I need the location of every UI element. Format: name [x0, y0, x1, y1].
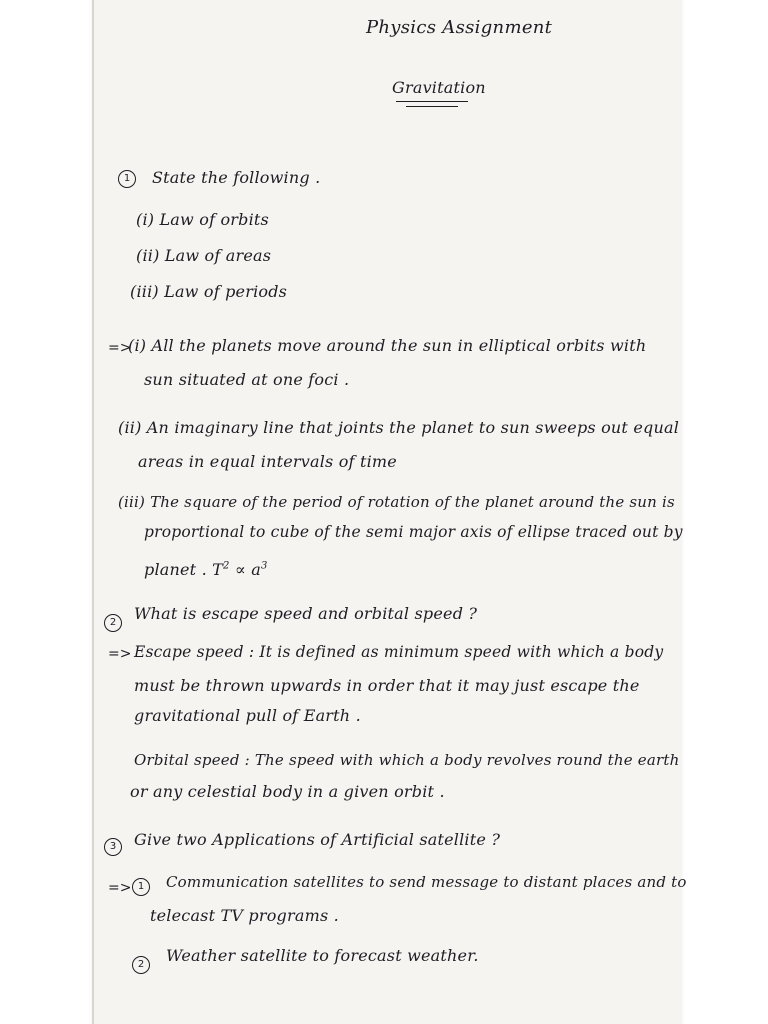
formula-middle: ∝ a: [229, 560, 261, 579]
formula-exponent-2: 3: [260, 560, 268, 572]
question-1-text: State the following .: [152, 168, 321, 187]
answer-q3-arrow: =>: [108, 880, 132, 896]
formula-prefix: planet . T: [144, 560, 224, 579]
page-subtitle: Gravitation: [392, 78, 486, 97]
answer-3-line-1: (iii) The square of the period of rotation of the planet around the sun is: [118, 493, 675, 511]
question-3-text: Give two Applications of Artificial satellite ?: [134, 830, 501, 849]
application-2-line-1: Weather satellite to forecast weather.: [166, 946, 479, 965]
escape-line-1: Escape speed : It is defined as minimum speed with which a body: [134, 643, 664, 661]
page-edge: [92, 0, 94, 1024]
answer-1-line-2: sun situated at one foci .: [144, 370, 350, 389]
q1-item-2: (ii) Law of areas: [136, 246, 272, 265]
question-3-number: 3: [104, 838, 122, 856]
subtitle-underline-2: [406, 106, 458, 107]
application-1-line-2: telecast TV programs .: [150, 906, 339, 925]
subtitle-underline-1: [396, 101, 468, 102]
orbital-line-1: Orbital speed : The speed with which a body revolves round the earth: [134, 751, 680, 769]
question-2-text: What is escape speed and orbital speed ?: [134, 604, 478, 623]
answer-2-line-2: areas in equal intervals of time: [138, 452, 397, 471]
q1-item-3: (iii) Law of periods: [130, 282, 288, 301]
answer-1-arrow: =>: [108, 340, 132, 356]
formula-exponent-1: 2: [223, 560, 230, 572]
answer-1-line-1: (i) All the planets move around the sun in elliptical orbits with: [128, 336, 647, 355]
orbital-line-2: or any celestial body in a given orbit .: [130, 782, 445, 801]
q1-item-1: (i) Law of orbits: [136, 210, 269, 229]
answer-2-line-1: (ii) An imaginary line that joints the planet to sun sweeps out equal: [118, 418, 680, 437]
answer-q2-arrow: =>: [108, 646, 132, 662]
question-1-number: 1: [118, 170, 136, 188]
page-title: Physics Assignment: [366, 17, 553, 38]
application-2-number: 2: [132, 956, 150, 974]
answer-3-line-3: [144, 560, 268, 580]
escape-line-3: gravitational pull of Earth .: [134, 706, 361, 725]
application-1-line-1: Communication satellites to send message to distant places and to: [166, 873, 687, 891]
escape-line-2: must be thrown upwards in order that it may just escape the: [134, 676, 640, 695]
question-2-number: 2: [104, 614, 122, 632]
notebook-page: [92, 0, 682, 1024]
answer-3-line-2: proportional to cube of the semi major axis of ellipse traced out by: [144, 523, 683, 541]
application-1-number: 1: [132, 878, 150, 896]
